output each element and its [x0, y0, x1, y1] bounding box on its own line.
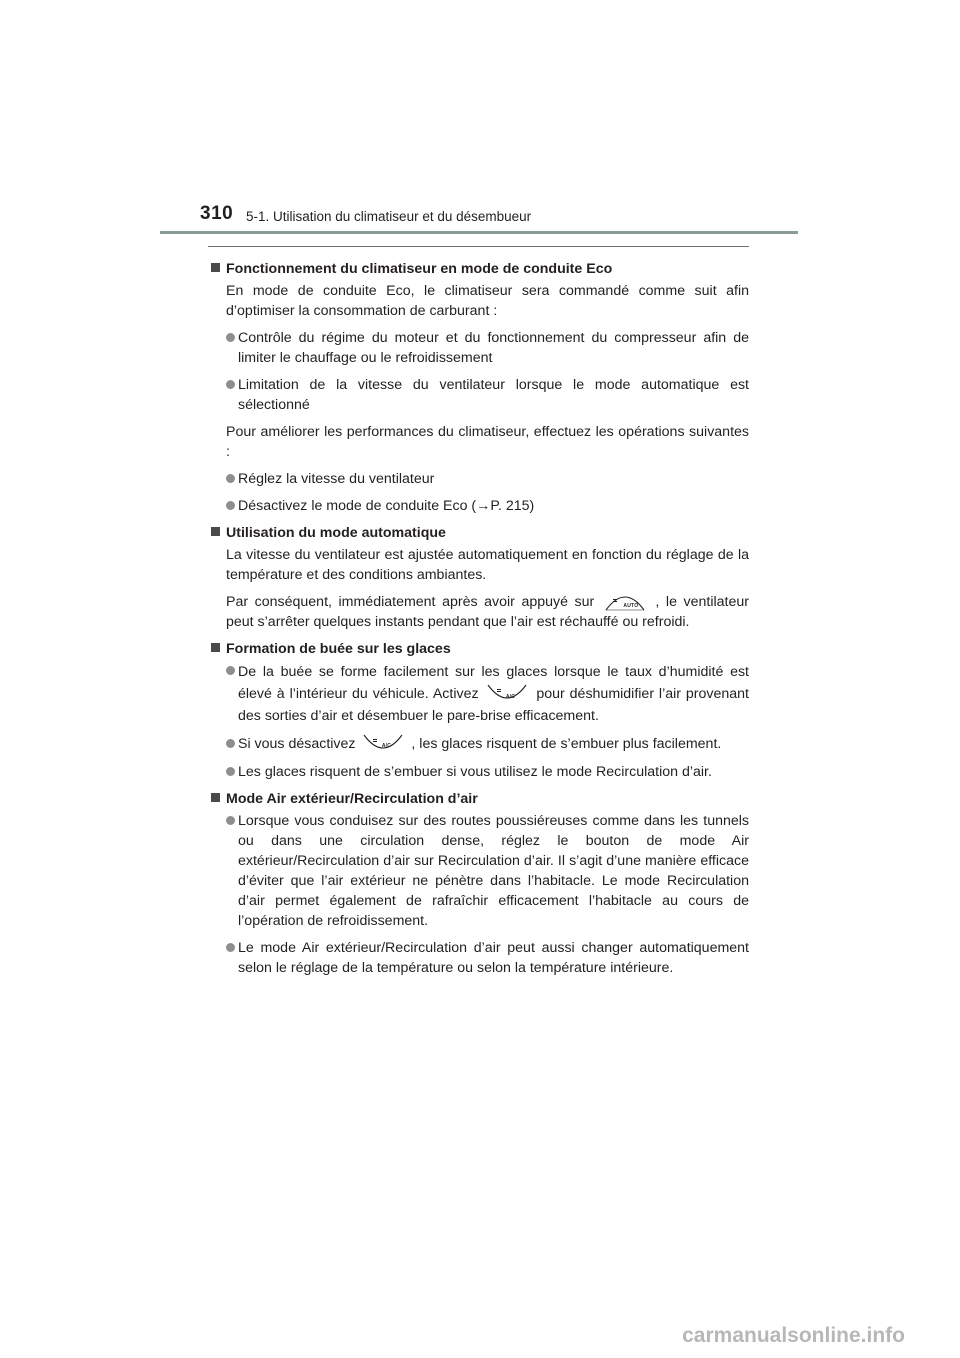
list-item — [226, 811, 749, 931]
section-heading — [211, 639, 749, 659]
list-item-text: Si vous désactivez — [238, 736, 356, 753]
square-bullet-icon — [211, 643, 220, 652]
list-item-text: De la buée se forme facilement sur les glaces lorsque le taux d’humidité est élevé à l’intérieur du véhicule. Activez — [238, 664, 749, 703]
list-item-text: Réglez la vitesse du ventilateur — [238, 471, 435, 487]
square-bullet-icon — [211, 527, 220, 536]
heading-text: Utilisation du mode automatique — [226, 525, 446, 541]
square-bullet-icon — [211, 793, 220, 802]
section-heading — [211, 259, 749, 279]
content-body — [211, 259, 749, 985]
paragraph: En mode de conduite Eco, le climatiseur sera commandé comme suit afin d’optimiser la consommation de carburant : — [226, 283, 749, 319]
watermark: carmanualsonline.info — [682, 1324, 905, 1347]
list-item-text: pour déshumidifier l’air provenant des sorties d’air et désembuer le pare-brise efficacement. — [238, 686, 749, 725]
list-item — [226, 469, 749, 489]
list-item-text: Lorsque vous conduisez sur des routes poussiéreuses comme dans les tunnels ou dans une circulation dense, réglez le bouton de mode Air extérieur/Recirculation d’air sur Recirculation d’air. Il s’agit d’une manière efficace d’éviter que l’air extérieur ne pénètre dans l’habitacle. Le mode Recirculation d’air permet également de rafraîchir efficacement l’habitacle au cours de l’opération de refroidissement. — [238, 812, 749, 929]
square-bullet-icon — [211, 263, 220, 272]
heading-text: Fonctionnement du climatiseur en mode de conduite Eco — [226, 261, 613, 277]
auto-button-icon — [604, 588, 646, 612]
list-item — [226, 734, 749, 754]
round-bullet-icon — [226, 474, 235, 483]
list-item — [226, 328, 749, 368]
heading-text: Mode Air extérieur/Recirculation d’air — [226, 790, 478, 807]
page-number: 310 — [200, 203, 234, 224]
section-heading — [211, 789, 749, 809]
section-heading — [211, 523, 749, 543]
section-header: 5-1. Utilisation du climatiseur et du désembueur — [246, 209, 532, 224]
content-rule — [208, 246, 749, 247]
paragraph: Pour améliorer les performances du climatiseur, effectuez les opérations suivantes : — [226, 424, 749, 460]
section-auto — [211, 523, 749, 632]
round-bullet-icon — [226, 666, 235, 675]
paragraph-text: , le ventilateur peut s’arrêter quelques instants pendant que l’air est réchauffé ou refroidi. — [226, 594, 749, 631]
heading-text: Formation de buée sur les glaces — [226, 641, 451, 658]
round-bullet-icon — [226, 943, 235, 952]
list-item — [226, 938, 749, 978]
list-item-text: Le mode Air extérieur/Recirculation d’air peut aussi changer automatiquement selon le réglage de la température ou selon la température intérieure. — [238, 939, 749, 976]
list-item — [226, 375, 749, 415]
ac-button-label: A/C — [505, 693, 516, 700]
round-bullet-icon — [226, 501, 235, 510]
round-bullet-icon — [226, 816, 235, 825]
list-item-text: Les glaces risquent de s’embuer si vous utilisez le mode Recirculation d’air. — [238, 763, 712, 780]
round-bullet-icon — [226, 333, 235, 342]
list-item-text: Désactivez le mode de conduite Eco (→P. 215) — [238, 498, 535, 514]
list-item — [226, 762, 749, 782]
auto-button-label: AUTO — [623, 603, 639, 610]
ac-button-icon — [486, 681, 528, 705]
list-item — [226, 496, 749, 516]
round-bullet-icon — [226, 739, 235, 748]
round-bullet-icon — [226, 767, 235, 776]
section-eco — [211, 259, 749, 516]
list-item-text: Contrôle du régime du moteur et du fonctionnement du compresseur afin de limiter le chauffage ou le refroidissement — [238, 330, 749, 366]
list-item-text: , les glaces risquent de s’embuer plus facilement. — [411, 736, 722, 753]
round-bullet-icon — [226, 380, 235, 389]
section-air — [211, 789, 749, 978]
list-item-text: Limitation de la vitesse du ventilateur lorsque le mode automatique est sélectionné — [238, 377, 749, 413]
header-rule — [160, 231, 798, 234]
ac-button-icon — [362, 731, 404, 755]
paragraph: La vitesse du ventilateur est ajustée automatiquement en fonction du réglage de la température et des conditions ambiantes. — [226, 547, 749, 583]
paragraph — [226, 592, 749, 632]
list-item — [226, 661, 749, 727]
paragraph-text: Par conséquent, immédiatement après avoir appuyé sur — [226, 594, 595, 610]
section-fog — [211, 639, 749, 781]
ac-button-label: A/C — [381, 742, 392, 749]
